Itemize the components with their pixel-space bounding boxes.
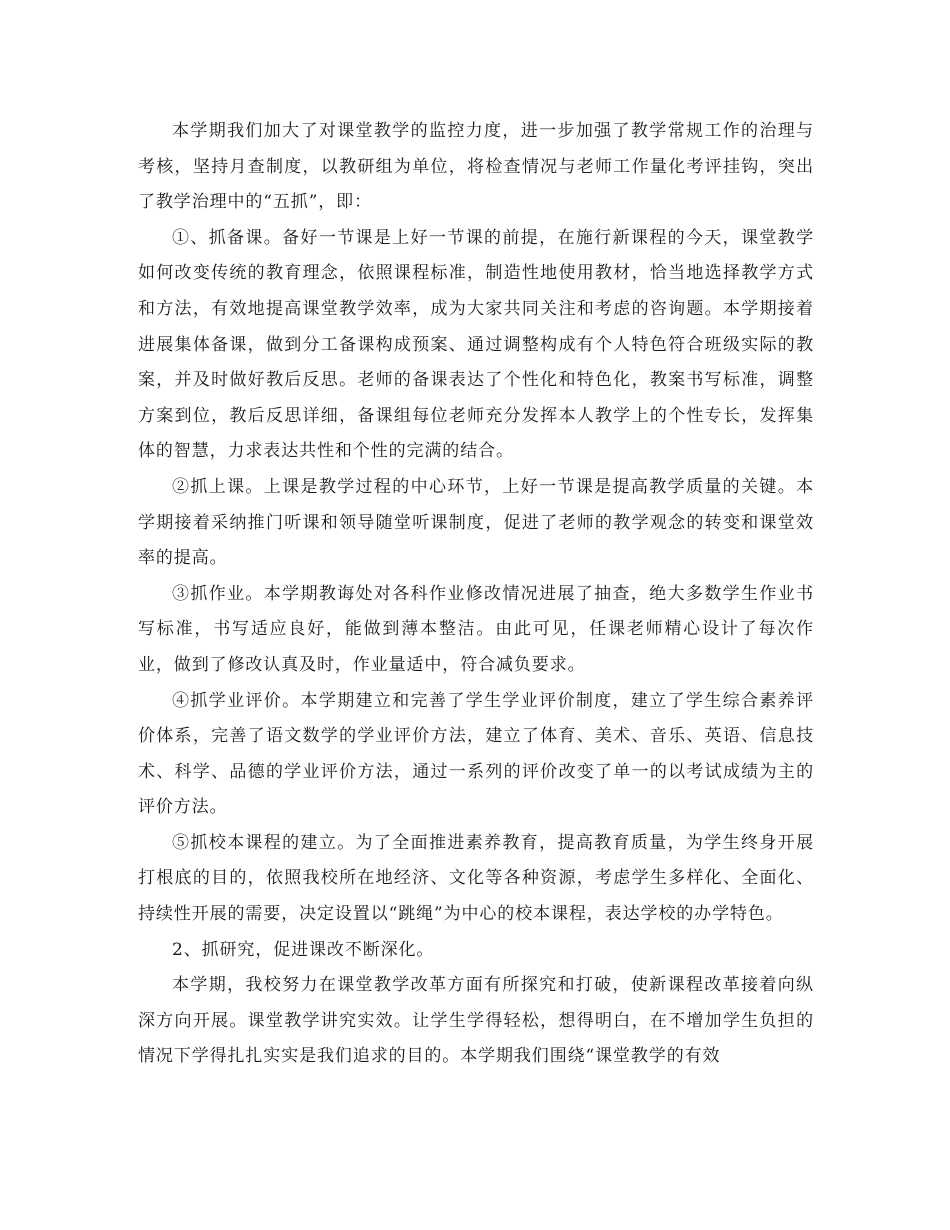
section-heading: 2、抓研究，促进课改不断深化。 bbox=[172, 939, 435, 960]
document-body bbox=[138, 114, 814, 1075]
research-paragraph: 本学期，我校努力在课堂教学改革方面有所探究和打破，使新课程改革接着向纵深方向开展。课堂教学讲究实效。让学生学得轻松，想得明白，在不增加学生负担的情况下学得扎扎实实是我们追求的目的。本学期我们围绕“课堂教学的有效 bbox=[138, 975, 814, 1067]
evaluation-paragraph: ④抓学业评价。本学期建立和完善了学生学业评价制度，建立了学生综合素养评价体系，完善了语文数学的学业评价方法，建立了体育、美术、音乐、英语、信息技术、科学、品德的学业评价方法，通过一系列的评价改变了单一的以考试成绩为主的评价方法。 bbox=[138, 690, 814, 818]
class-teaching-paragraph: ②抓上课。上课是教学过程的中心环节，上好一节课是提高教学质量的关键。本学期接着采纳推门听课和领导随堂听课制度，促进了老师的教学观念的转变和课堂效率的提高。 bbox=[138, 476, 814, 569]
homework-paragraph: ③抓作业。本学期教诲处对各科作业修改情况进展了抽查，绝大多数学生作业书写标准，书写适应良好，能做到薄本整洁。由此可见，任课老师精心设计了每次作业，做到了修改认真及时，作业量适中，符合减负要求。 bbox=[138, 583, 814, 675]
lesson-prep-paragraph: ①、抓备课。备好一节课是上好一节课的前提，在施行新课程的今天，课堂教学如何改变传统的教育理念，依照课程标准，制造性地使用教材，恰当地选择教学方式和方法，有效地提高课堂教学效率，成为大家共同关注和考虑的咨询题。本学期接着进展集体备课，做到分工备课构成预案、通过调整构成有个人特色符合班级实际的教案，并及时做好教后反思。老师的备课表达了个性化和特色化，教案书写标准，调整方案到位，教后反思详细，备课组每位老师充分发挥本人教学上的个性专长，发挥集体的智慧，力求表达共性和个性的完满的结合。 bbox=[138, 227, 814, 462]
school-curriculum-paragraph: ⑤抓校本课程的建立。为了全面推进素养教育，提高教育质量，为学生终身开展打根底的目的，依照我校所在地经济、文化等各种资源，考虑学生多样化、全面化、持续性开展的需要，决定设置以“跳绳”为中心的校本课程，表达学校的办学特色。 bbox=[138, 832, 814, 925]
intro-paragraph: 本学期我们加大了对课堂教学的监控力度，进一步加强了教学常规工作的治理与考核，坚持月查制度，以教研组为单位，将检查情况与老师工作量化考评挂钩，突出了教学治理中的“五抓”，即： bbox=[138, 121, 814, 213]
